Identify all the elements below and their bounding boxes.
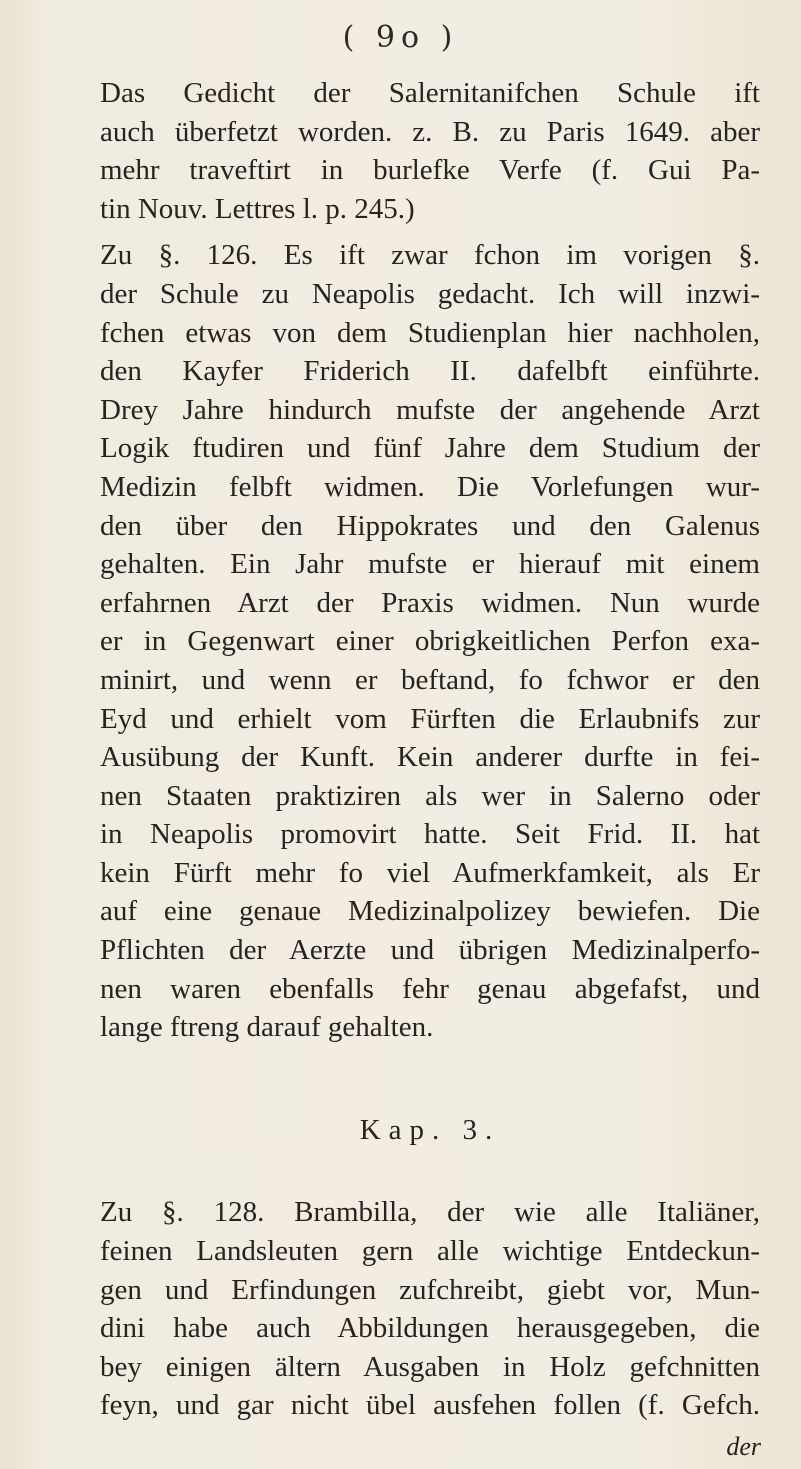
- text-line: Zu §. 126. Es ift zwar fchon im vorigen §.: [100, 239, 760, 272]
- catchword: der: [726, 1432, 761, 1461]
- text-line: auf eine genaue Medizinalpolizey bewiefen. Die: [100, 895, 760, 928]
- text-line: Medizin felbft widmen. Die Vorlefungen wur-: [100, 470, 760, 503]
- text-line: nen waren ebenfalls fehr genau abgefafst, und: [100, 972, 760, 1005]
- text-line: Ausübung der Kunft. Kein anderer durfte in fei-: [100, 741, 760, 774]
- text-line: Drey Jahre hindurch mufste der angehende Arzt: [100, 393, 760, 426]
- text-line: mehr traveftirt in burlefke Verfe (f. Gui Pa-: [100, 154, 760, 187]
- text-line: in Neapolis promovirt hatte. Seit Frid. II. hat: [100, 818, 760, 851]
- text-line: Eyd und erhielt vom Fürften die Erlaubnifs zur: [100, 702, 760, 735]
- text-line: Logik ftudiren und fünf Jahre dem Studium der: [100, 432, 760, 465]
- text-line: bey einigen ältern Ausgaben in Holz gefchnitten: [100, 1350, 760, 1383]
- page-text: [100, 74, 760, 1425]
- paragraph-gap: [100, 228, 760, 236]
- text-line: der Schule zu Neapolis gedacht. Ich will inzwi-: [100, 277, 760, 310]
- page-number: ( 9o ): [342, 20, 459, 55]
- text-line: lange ftreng darauf gehalten.: [100, 1011, 434, 1044]
- text-line: feyn, und gar nicht übel ausfehen follen (f. Gefch.: [100, 1389, 760, 1422]
- paragraph-brambilla: [100, 1193, 760, 1425]
- text-line: den Kayfer Friderich II. dafelbft einführte.: [100, 355, 760, 388]
- text-line: fchen etwas von dem Studienplan hier nachholen,: [100, 316, 760, 349]
- text-line: er in Gegenwart einer obrigkeitlichen Perfon exa-: [100, 625, 760, 658]
- text-line: gen und Erfindungen zufchreibt, giebt vor, Mun-: [100, 1273, 760, 1306]
- text-line: Zu §. 128. Brambilla, der wie alle Italiäner,: [100, 1196, 760, 1229]
- paragraph-salerno-poem: [100, 74, 760, 228]
- chapter-heading: Kap. 3.: [359, 1113, 501, 1146]
- text-line: gehalten. Ein Jahr mufste er hierauf mit einem: [100, 548, 760, 581]
- text-line: minirt, und wenn er beftand, fo fchwor er den: [100, 663, 760, 696]
- text-line: nen Staaten praktiziren als wer in Salerno oder: [100, 779, 760, 812]
- paragraph-neapolis-school: [100, 236, 760, 1046]
- text-line: tin Nouv. Lettres l. p. 245.): [100, 192, 415, 225]
- text-line: kein Fürft mehr fo viel Aufmerkfamkeit, als Er: [100, 856, 760, 889]
- text-line: auch überfetzt worden. z. B. zu Paris 1649. aber: [100, 115, 760, 148]
- text-line: Pflichten der Aerzte und übrigen Medizinalperfo-: [100, 934, 760, 967]
- text-line: feinen Landsleuten gern alle wichtige Entdeckun-: [100, 1235, 760, 1268]
- text-line: dini habe auch Abbildungen herausgegeben, die: [100, 1312, 760, 1345]
- text-line: erfahrnen Arzt der Praxis widmen. Nun wurde: [100, 586, 760, 619]
- text-line: den über den Hippokrates und den Galenus: [100, 509, 760, 542]
- text-line: Das Gedicht der Salernitanifchen Schule ift: [100, 77, 760, 109]
